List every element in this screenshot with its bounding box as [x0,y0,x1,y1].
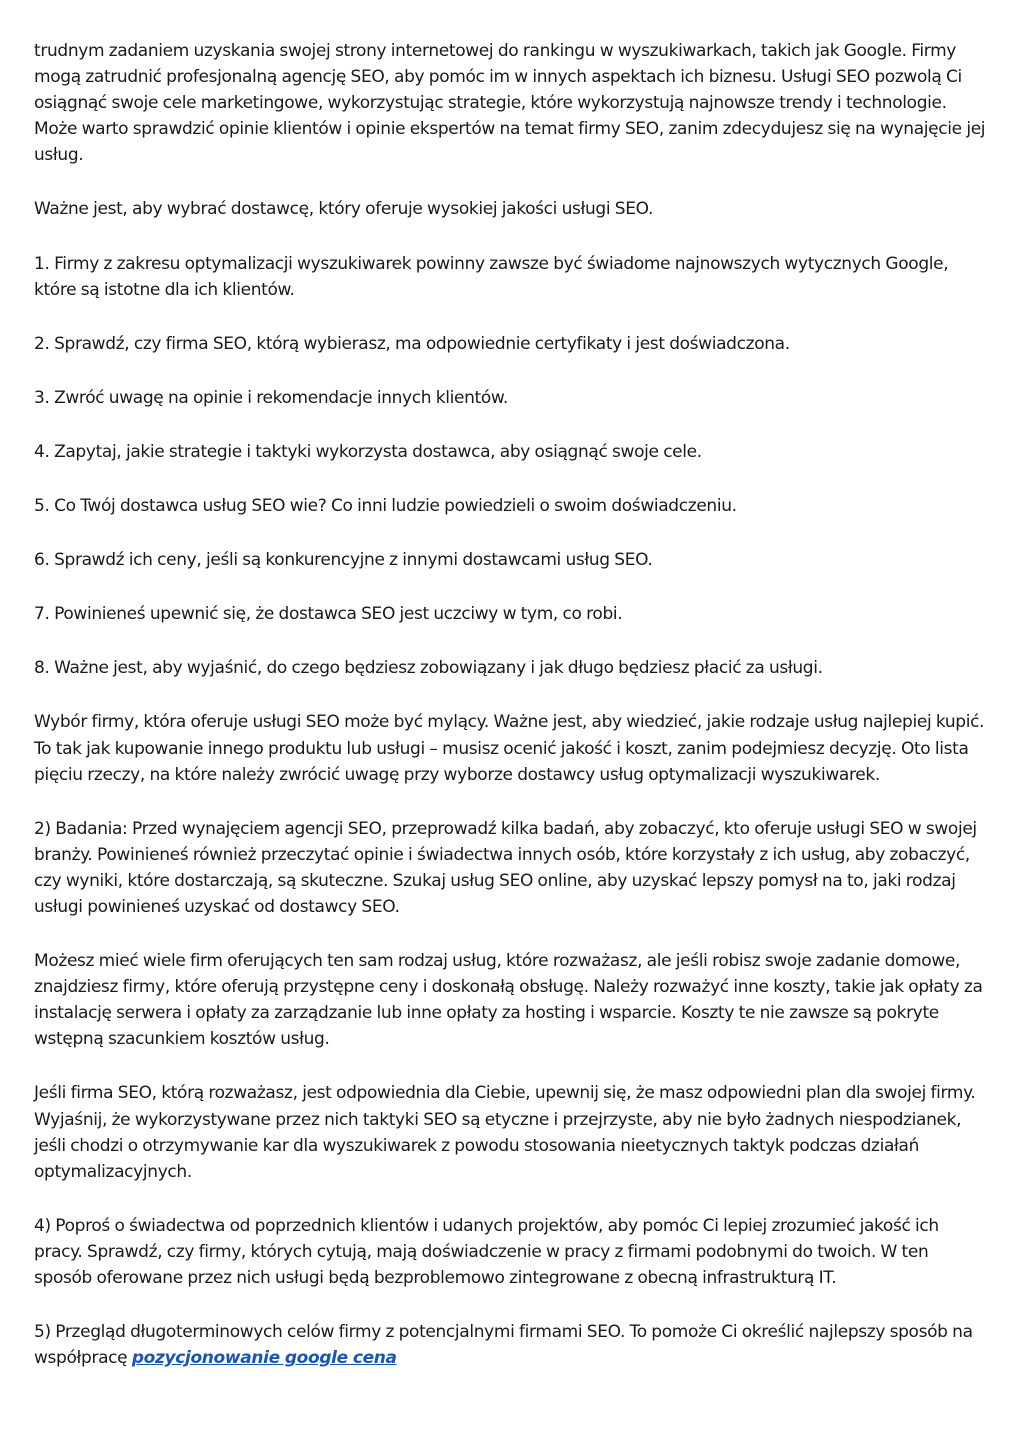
list-item-8: 8. Ważne jest, aby wyjaśnić, do czego będziesz zobowiązany i jak długo będziesz płacić za usługi. [34,658,823,679]
list-item-7: 7. Powinieneś upewnić się, że dostawca SEO jest uczciwy w tym, co robi. [34,604,623,625]
paragraph-plan: Jeśli firma SEO, którą rozważasz, jest odpowiednia dla Ciebie, upewnij się, że masz odpowiedni plan dla swojej firmy. Wyjaśnij, że wykorzystywane przez nich taktyki SEO są etyczne i przejrzyste, aby nie było żadnych niespodzianek, jeśli chodzi o otrzymywanie kar dla wyszukiwarek z powodu stosowania nieetycznych taktyk podczas działań optymalizacyjnych. [34,1083,976,1182]
list-item-1: 1. Firmy z zakresu optymalizacji wyszukiwarek powinny zawsze być świadome najnowszych wytycznych Google, które są istotne dla ich klientów. [34,253,949,300]
paragraph-long-term-goals [34,1319,990,1371]
document-body [34,38,990,1399]
paragraph-long-term-goals-text: 5) Przegląd długoterminowych celów firmy z potencjalnymi firmami SEO. To pomoże Ci określić najlepszy sposób na współpracę [34,1322,973,1369]
list-item-3: 3. Zwróć uwagę na opinie i rekomendacje innych klientów. [34,387,508,408]
paragraph-testimonials: 4) Poproś o świadectwa od poprzednich klientów i udanych projektów, aby pomóc Ci lepiej zrozumieć jakość ich pracy. Sprawdź, czy firmy, których cytują, mają doświadczenie w pracy z firmami podobnymi do twoich. W ten sposób oferowane przez nich usługi będą bezproblemowo zintegrowane z obecną infrastrukturą IT. [34,1215,939,1288]
paragraph-choose-provider: Ważne jest, aby wybrać dostawcę, który oferuje wysokiej jakości usługi SEO. [34,199,654,220]
paragraph-costs: Możesz mieć wiele firm oferujących ten sam rodzaj usług, które rozważasz, ale jeśli robisz swoje zadanie domowe, znajdziesz firmy, które oferują przystępne ceny i doskonałą obsługę. Należy rozważyć inne koszty, takie jak opłaty za instalację serwera i opłaty za zarządzanie lub inne opłaty za hosting i wsparcie. Koszty te nie zawsze są pokryte wstępną szacunkiem kosztów usług. [34,951,983,1050]
paragraph-intro: trudnym zadaniem uzyskania swojej strony internetowej do rankingu w wyszukiwarkach, takich jak Google. Firmy mogą zatrudnić profesjonalną agencję SEO, aby pomóc im w innych aspektach ich biznesu. Usługi SEO pozwolą Ci osiągnąć swoje cele marketingowe, wykorzystując strategie, które wykorzystują najnowsze trendy i technologie. Może warto sprawdzić opinie klientów i opinie ekspertów na temat firmy SEO, zanim zdecydujesz się na wynajęcie jej usług. [34,41,986,166]
list-item-5: 5. Co Twój dostawca usług SEO wie? Co inni ludzie powiedzieli o swoim doświadczeniu. [34,496,737,517]
list-item-6: 6. Sprawdź ich ceny, jeśli są konkurencyjne z innymi dostawcami usług SEO. [34,550,653,571]
paragraph-choosing-firm: Wybór firmy, która oferuje usługi SEO może być mylący. Ważne jest, aby wiedzieć, jakie rodzaje usług najlepiej kupić. To tak jak kupowanie innego produktu lub usługi – musisz ocenić jakość i koszt, zanim podejmiesz decyzję. Oto lista pięciu rzeczy, na które należy zwrócić uwagę przy wyborze dostawcy usług optymalizacji wyszukiwarek. [34,712,985,785]
list-item-4: 4. Zapytaj, jakie strategie i taktyki wykorzysta dostawca, aby osiągnąć swoje cele. [34,441,702,462]
list-item-2: 2. Sprawdź, czy firma SEO, którą wybierasz, ma odpowiednie certyfikaty i jest doświadczona. [34,333,790,354]
paragraph-research: 2) Badania: Przed wynajęciem agencji SEO, przeprowadź kilka badań, aby zobaczyć, kto oferuje usługi SEO w swojej branży. Powinieneś również przeczytać opinie i świadectwa innych osób, które korzystały z ich usług, aby zobaczyć, czy wyniki, które dostarczają, są skuteczne. Szukaj usług SEO online, aby uzyskać lepszy pomysł na to, jaki rodzaj usługi powinieneś uzyskać od dostawcy SEO. [34,818,977,917]
pricing-link[interactable]: pozycjonowanie google cena [131,1348,397,1369]
